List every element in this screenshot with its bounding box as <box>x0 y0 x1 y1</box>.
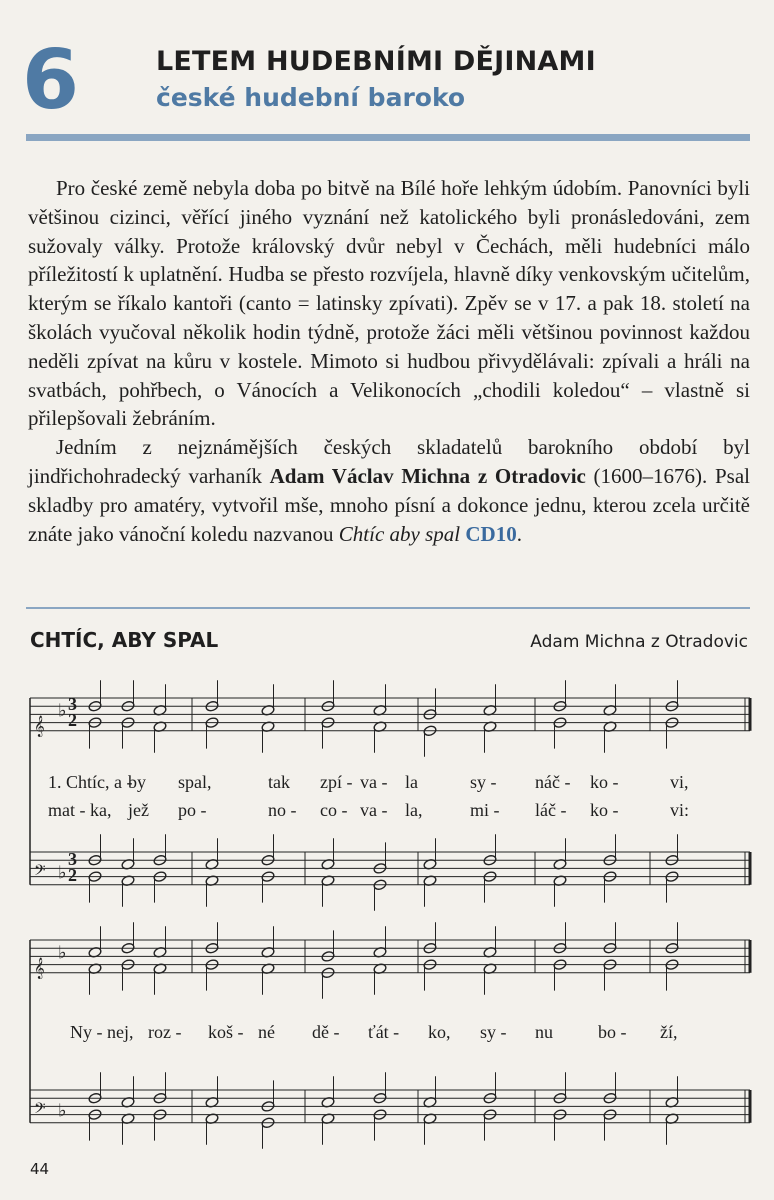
composer-name: Adam Václav Michna z Otradovic <box>269 463 586 488</box>
lyric-syllable: po - <box>178 800 207 820</box>
section-divider <box>26 607 750 609</box>
flat-icon: ♭ <box>58 942 67 963</box>
treble-clef-icon: 𝄞 <box>34 716 45 736</box>
lyric-syllable: né <box>258 1022 275 1042</box>
lyric-syllable: mat - ka, <box>48 800 112 820</box>
lyric-syllable: ťát - <box>368 1022 400 1042</box>
lyric-syllable: ko - <box>590 800 619 820</box>
lyric-syllable: ko, <box>428 1022 451 1042</box>
paragraph-2-mid: (1600–1676). Psal skladby pro amatéry, vytvořil mše, mnoho písní a dokonce jednu, kterou zcela určitě znáte jako vánoční koledu nazvanou <box>28 463 750 546</box>
lyric-syllable: sy - <box>470 772 497 792</box>
time-signature-bass-top: 3 <box>68 849 77 869</box>
lyric-syllable: va - <box>360 800 388 820</box>
lyric-syllable: tak <box>268 772 290 792</box>
lyric-syllable: by <box>128 772 146 792</box>
lyric-syllable: nu <box>535 1022 553 1042</box>
lyric-syllable: 1. Chtíc, a - <box>48 772 133 792</box>
paragraph-2-start: Jedním z nejznámějších českých skladatelů barokního období byl jindřichohradecký varhaník <box>28 435 750 488</box>
chapter-title: LETEM HUDEBNÍMI DĚJINAMI <box>156 46 596 77</box>
time-signature-treble-bottom: 2 <box>68 710 77 730</box>
title-divider <box>26 134 750 141</box>
lyric-syllable: bo - <box>598 1022 627 1042</box>
chapter-number: 6 <box>22 33 80 128</box>
lyric-syllable: jež <box>128 800 149 820</box>
lyric-syllable: Ny - nej, <box>70 1022 134 1042</box>
lyric-syllable: no - <box>268 800 297 820</box>
paragraph-2-end: . <box>516 521 522 546</box>
flat-icon: ♭ <box>58 862 67 883</box>
lyric-syllable: vi: <box>670 800 690 820</box>
song-composer: Adam Michna z Otradovic <box>530 632 748 652</box>
lyric-syllable: roz - <box>148 1022 182 1042</box>
song-reference: Chtíc aby spal <box>338 521 461 546</box>
lyric-syllable: spal, <box>178 772 212 792</box>
time-signature-bass-bottom: 2 <box>68 865 77 885</box>
song-title: CHTÍC, ABY SPAL <box>30 628 219 652</box>
lyric-syllable: koš - <box>208 1022 244 1042</box>
lyric-syllable: sy - <box>480 1022 507 1042</box>
bass-clef-icon: 𝄢 <box>34 1100 46 1120</box>
lyric-syllable: dě - <box>312 1022 340 1042</box>
lyric-syllable: co - <box>320 800 348 820</box>
chapter-subtitle: české hudební baroko <box>156 83 466 112</box>
flat-icon: ♭ <box>58 1100 67 1121</box>
paragraph-2 <box>28 433 750 548</box>
score-lyrics <box>48 772 689 1042</box>
score-notes <box>88 680 679 1149</box>
lyric-syllable: ží, <box>660 1022 678 1042</box>
score-staves <box>30 698 750 1123</box>
cd-reference: CD10 <box>460 521 517 546</box>
lyric-syllable: ko - <box>590 772 619 792</box>
page-number: 44 <box>30 1160 50 1178</box>
lyric-syllable: láč - <box>535 800 567 820</box>
flat-icon: ♭ <box>58 700 67 721</box>
lyric-syllable: va - <box>360 772 388 792</box>
bass-clef-icon: 𝄢 <box>34 862 46 882</box>
paragraph-1: Pro české země nebyla doba po bitvě na Bílé hoře lehkým údobím. Panovníci byli většinou cizinci, věřící jiného vyznání než katolického byli pronásledováni, zem sužovaly války. Protože královský dvůr nebyl v Čechách, měli hudebníci málo příležitostí k uplatnění. Hudba se přesto rozvíjela, hlavně díky venkovským učitelům, kterým se říkalo kantoři (canto = latinsky zpívati). Zpěv se v 17. a pak 18. století na školách vyučoval několik hodin týdně, protože žáci měli většinou povinnost každou neděli zpívat na kůru v kostele. Mimoto si hudbou přivydělávali: zpívali a hráli na svatbách, pohřbech, o Vánocích a Velikonocích „chodili koledou“ – vlastně si přilepšovali žebráním. <box>28 176 750 431</box>
time-signature-treble-top: 3 <box>68 694 77 714</box>
body-text <box>28 174 750 548</box>
lyric-syllable: vi, <box>670 772 689 792</box>
lyric-syllable: la <box>405 772 418 792</box>
lyric-syllable: náč - <box>535 772 571 792</box>
lyric-syllable: mi - <box>470 800 500 820</box>
music-score <box>0 670 774 1170</box>
lyric-syllable: la, <box>405 800 423 820</box>
lyric-syllable: zpí - <box>320 772 353 792</box>
treble-clef-icon: 𝄞 <box>34 958 45 978</box>
